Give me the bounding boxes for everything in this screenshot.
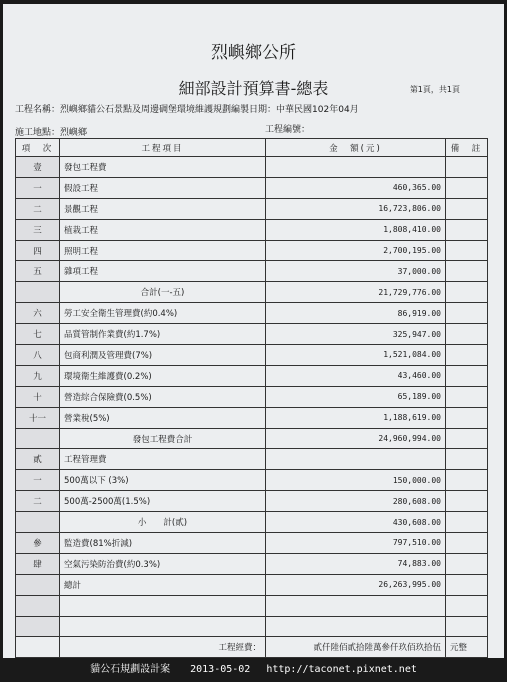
row-item-no: 三 — [16, 219, 60, 240]
total-funds-row — [16, 637, 488, 658]
row-amount: 86,919.00 — [266, 303, 446, 324]
row-item-name: 500萬以下 (3%) — [60, 470, 266, 491]
row-item-no: 一 — [16, 177, 60, 198]
table-row — [16, 282, 488, 303]
table-row — [16, 595, 488, 616]
row-item-name: 假設工程 — [60, 177, 266, 198]
row-item-name: 小 計(貳) — [60, 512, 266, 533]
header-remarks: 備 註 — [446, 139, 488, 157]
table-row — [16, 324, 488, 345]
budget-table — [15, 138, 488, 658]
row-item-name: 景觀工程 — [60, 198, 266, 219]
table-row — [16, 261, 488, 282]
table-row — [16, 553, 488, 574]
row-remarks — [446, 303, 488, 324]
row-remarks — [446, 157, 488, 178]
organization-name: 烈嶼鄉公所 — [211, 43, 296, 63]
row-item-name: 營造綜合保險費(0.5%) — [60, 386, 266, 407]
date-label: 編製日期： — [231, 105, 277, 115]
table-row — [16, 177, 488, 198]
total-funds-no — [16, 637, 60, 658]
row-item-no: 六 — [16, 303, 60, 324]
row-amount: 150,000.00 — [266, 470, 446, 491]
table-row — [16, 574, 488, 595]
table-row — [16, 240, 488, 261]
row-item-no: 九 — [16, 365, 60, 386]
row-item-name: 植栽工程 — [60, 219, 266, 240]
row-item-name: 環境衛生維護費(0.2%) — [60, 365, 266, 386]
row-item-no: 二 — [16, 198, 60, 219]
page-number: 第1頁，共1頁 — [409, 85, 460, 94]
table-row — [16, 470, 488, 491]
row-item-no — [16, 512, 60, 533]
location-value: 烈嶼鄉 — [60, 128, 88, 138]
row-item-name: 包商利潤及管理費(7%) — [60, 345, 266, 366]
total-funds-suffix: 元整 — [446, 637, 488, 658]
row-remarks — [446, 616, 488, 637]
row-item-no — [16, 616, 60, 637]
location-line — [15, 125, 87, 138]
table-row — [16, 616, 488, 637]
location-label: 施工地點： — [15, 128, 61, 138]
row-item-no: 參 — [16, 533, 60, 554]
row-remarks — [446, 198, 488, 219]
row-remarks — [446, 470, 488, 491]
row-item-name: 品質管制作業費(約1.7%) — [60, 324, 266, 345]
header-amount: 金 額(元) — [266, 139, 446, 157]
row-amount: 325,947.00 — [266, 324, 446, 345]
row-amount: 797,510.00 — [266, 533, 446, 554]
row-amount: 43,460.00 — [266, 365, 446, 386]
row-item-no: 壹 — [16, 157, 60, 178]
row-item-name: 發包工程費合計 — [60, 428, 266, 449]
row-item-name: 照明工程 — [60, 240, 266, 261]
row-item-name: 監造費(81%折減) — [60, 533, 266, 554]
row-remarks — [446, 407, 488, 428]
row-amount: 21,729,776.00 — [266, 282, 446, 303]
table-row — [16, 449, 488, 470]
row-remarks — [446, 282, 488, 303]
table-row — [16, 303, 488, 324]
date-value: 中華民國102年04月 — [276, 105, 359, 115]
project-name-line — [15, 102, 359, 115]
table-row — [16, 428, 488, 449]
row-amount: 74,883.00 — [266, 553, 446, 574]
table-header-row — [16, 139, 488, 157]
row-remarks — [446, 449, 488, 470]
row-item-name: 雜項工程 — [60, 261, 266, 282]
row-amount — [266, 595, 446, 616]
row-remarks — [446, 219, 488, 240]
project-name: 烈嶼鄉貓公石景點及周邊碉堡環境維護規劃 — [60, 105, 232, 115]
row-amount: 65,189.00 — [266, 386, 446, 407]
table-row — [16, 198, 488, 219]
photo-caption: 貓公石規劃設計案 2013-05-02 http://taconet.pixnet.net — [90, 664, 417, 675]
row-amount — [266, 449, 446, 470]
row-remarks — [446, 324, 488, 345]
header-item-no: 項 次 — [16, 139, 60, 157]
row-remarks — [446, 512, 488, 533]
row-item-no: 貳 — [16, 449, 60, 470]
row-remarks — [446, 261, 488, 282]
row-item-name: 合計(一-五) — [60, 282, 266, 303]
row-item-no: 四 — [16, 240, 60, 261]
header-item-name: 工程項目 — [60, 139, 266, 157]
row-amount: 1,808,410.00 — [266, 219, 446, 240]
row-item-name: 工程管理費 — [60, 449, 266, 470]
row-amount: 430,608.00 — [266, 512, 446, 533]
row-item-no: 八 — [16, 345, 60, 366]
table-row — [16, 219, 488, 240]
row-remarks — [446, 240, 488, 261]
row-amount: 280,608.00 — [266, 491, 446, 512]
row-item-no: 肆 — [16, 553, 60, 574]
row-amount: 26,263,995.00 — [266, 574, 446, 595]
row-item-no: 二 — [16, 491, 60, 512]
row-item-name: 勞工安全衛生管理費(約0.4%) — [60, 303, 266, 324]
document-page — [3, 4, 504, 658]
row-item-name: 總計 — [60, 574, 266, 595]
row-item-no — [16, 428, 60, 449]
row-amount: 16,723,806.00 — [266, 198, 446, 219]
row-remarks — [446, 491, 488, 512]
row-remarks — [446, 428, 488, 449]
table-row — [16, 157, 488, 178]
document-title: 細部設計預算書-總表 — [178, 79, 329, 98]
row-item-no: 十 — [16, 386, 60, 407]
row-item-name: 營業稅(5%) — [60, 407, 266, 428]
row-item-name — [60, 595, 266, 616]
row-item-no: 五 — [16, 261, 60, 282]
row-remarks — [446, 595, 488, 616]
row-remarks — [446, 386, 488, 407]
row-item-no — [16, 282, 60, 303]
table-row — [16, 533, 488, 554]
row-amount — [266, 157, 446, 178]
row-amount: 1,521,084.00 — [266, 345, 446, 366]
table-row — [16, 365, 488, 386]
row-remarks — [446, 365, 488, 386]
project-number-line — [265, 122, 310, 135]
project-name-label: 工程名稱： — [15, 105, 61, 115]
row-amount: 37,000.00 — [266, 261, 446, 282]
row-item-no — [16, 595, 60, 616]
table-row — [16, 491, 488, 512]
table-row — [16, 512, 488, 533]
total-funds-label: 工程經費： — [60, 637, 266, 658]
row-amount: 460,365.00 — [266, 177, 446, 198]
row-amount: 2,700,195.00 — [266, 240, 446, 261]
row-item-no: 一 — [16, 470, 60, 491]
row-amount — [266, 616, 446, 637]
row-item-name: 發包工程費 — [60, 157, 266, 178]
row-remarks — [446, 177, 488, 198]
row-item-name — [60, 616, 266, 637]
row-item-name: 空氣污染防治費(約0.3%) — [60, 553, 266, 574]
table-row — [16, 386, 488, 407]
row-remarks — [446, 533, 488, 554]
total-funds-words: 貳仟陸佰貳拾陸萬參仟玖佰玖拾伍 — [266, 637, 446, 658]
row-remarks — [446, 574, 488, 595]
row-amount: 24,960,994.00 — [266, 428, 446, 449]
row-item-name: 500萬-2500萬(1.5%) — [60, 491, 266, 512]
table-row — [16, 345, 488, 366]
row-remarks — [446, 553, 488, 574]
row-item-no — [16, 574, 60, 595]
row-item-no: 十一 — [16, 407, 60, 428]
project-number-label: 工程編號： — [265, 125, 311, 135]
row-item-no: 七 — [16, 324, 60, 345]
row-remarks — [446, 345, 488, 366]
table-row — [16, 407, 488, 428]
row-amount: 1,188,619.00 — [266, 407, 446, 428]
